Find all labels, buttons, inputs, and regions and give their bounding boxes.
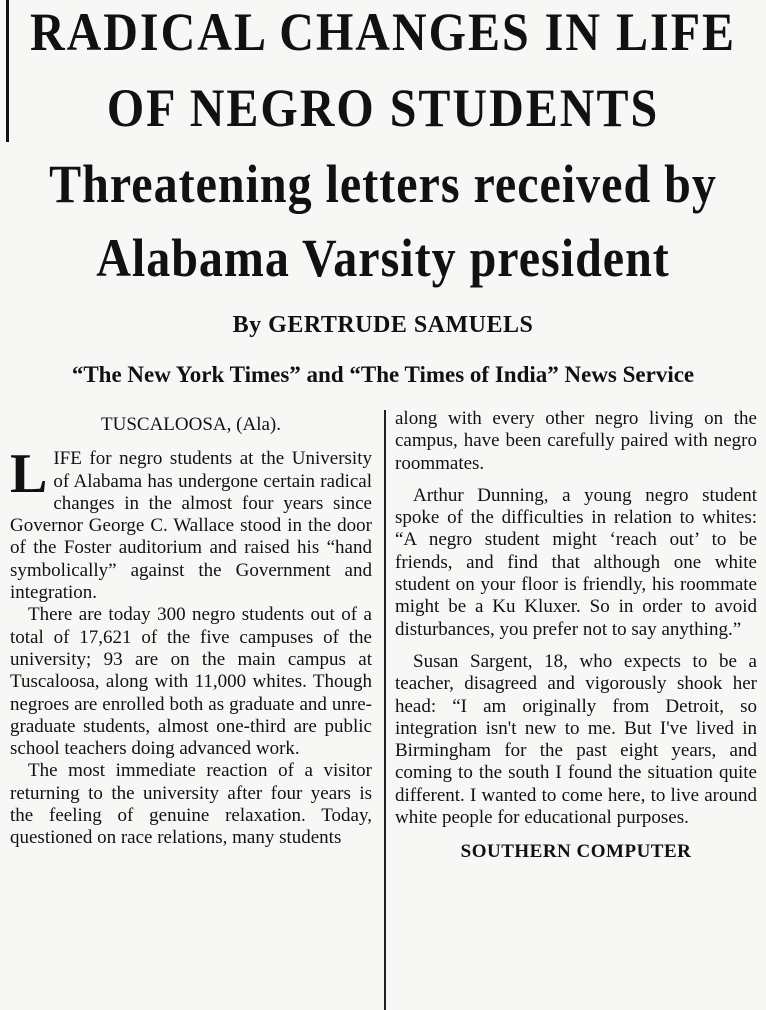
article-column-left [10,408,372,850]
deck-line-1: Threatening letters received by [49,154,717,215]
paragraph-1 [10,443,372,604]
column-divider [384,410,386,1010]
paragraph-5: Arthur Dunning, a young negro student spoke of the difficulties in relation to whites: “A negro student might ‘reach out’ to be friends, and find that although one white student on your floor is friendly, his roommate might be a Ku Kluxer. So in order to avoid disturbances, you prefer not to say anything.” [395,484,757,640]
article-column-right [395,408,757,864]
paragraph-2: There are today 300 negro students out of a total of 17,621 of the five campuses of the university; 93 are on the main campus at Tuscaloosa, along with 11,000 whites. Though negroes are enrolled both as graduate and unre-graduate students, almost one-third are public school teachers doing advanced work. [10,604,372,760]
paragraph-1-text: IFE for negro students at the University of Alabama has undergone certain radical changes in the almost four years since Governor George C. Wallace stood in the door of the Foster auditorium and raised his “hand symbolically” against the Government and integration. [10,448,372,604]
headline-line-2: OF NEGRO STUDENTS [106,78,660,139]
byline: By GERTRUDE SAMUELS [232,312,534,338]
paragraph-6: Susan Sargent, 18, who expects to be a teacher, disagreed and vigorously shook her head: “I am originally from Detroit, so integration isn't new to me. But I've lived in Birmingham for the past eight years, and coming to the south I found the situation quite different. I wanted to come here, to live around white people for educational purposes. [395,650,757,829]
news-service-credit: “The New York Times” and “The Times of India” News Service [71,362,695,387]
deck-line-2: Alabama Varsity president [96,228,670,289]
drop-cap: L [10,443,48,506]
paragraph-4: along with every other negro living on the campus, have been carefully paired with negro roommates. [395,408,757,474]
section-subhead: SOUTHERN COMPUTER [460,841,692,863]
dateline: TUSCALOOSA, (Ala). [101,414,281,435]
paragraph-3: The most immediate reaction of a visitor returning to the university after four years is the feeling of genuine relaxation. Today, questioned on race relations, many students [10,760,372,849]
headline-line-1: RADICAL CHANGES IN LIFE [29,2,737,63]
